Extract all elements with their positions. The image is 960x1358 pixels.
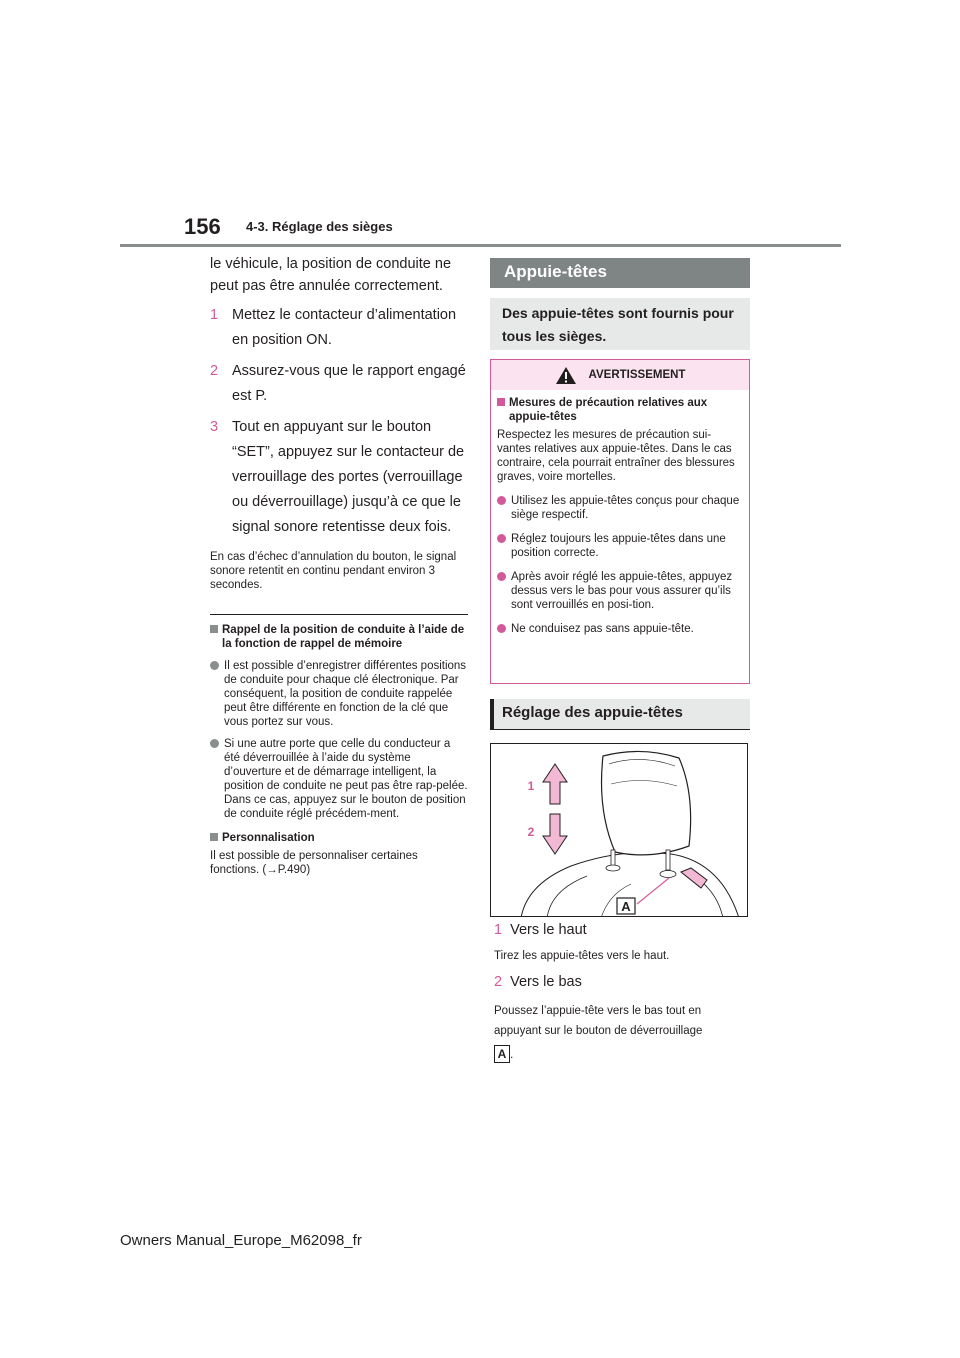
bullet-text: Après avoir réglé les appuie-têtes, appuyez dessus vers le bas pour vous assurer qu’ils sont verrouillés en posi-tion. (511, 571, 733, 611)
headrest-illustration (490, 743, 748, 917)
warning-bullet-2 (497, 532, 743, 560)
button-ref-suffix: . (510, 1047, 514, 1061)
caption-1-text: Tirez les appuie-têtes vers le haut. (494, 950, 670, 962)
step-number: 2 (210, 363, 219, 379)
step-2 (210, 359, 468, 409)
button-reference (494, 1045, 748, 1063)
step-text: Tout en appuyant sur le bouton “SET”, appuyez sur le contacteur de verrouillage des portes (verrouillage ou déverrouillage) jusqu’à ce que le signal sonore retentisse deux fois. (232, 419, 465, 535)
intro-text: le véhicule, la position de conduite ne peut pas être annulée correctement. (210, 256, 452, 294)
figure-label-1: 1 (527, 779, 535, 793)
square-bullet-icon (210, 833, 218, 841)
bullet-text: Utilisez les appuie-têtes conçus pour chaque siège respectif. (511, 495, 740, 521)
warning-bullet-4 (497, 622, 743, 636)
page-number: 156 (184, 214, 221, 239)
adjust-title-bar: Réglage des appuie-têtes (490, 699, 750, 729)
custom-text: Il est possible de personnaliser certaines fonctions. (→P.490) (210, 850, 418, 876)
step-text: Mettez le contacteur d’alimentation en position ON. (232, 307, 457, 348)
round-bullet-icon (210, 661, 219, 670)
figure-captions (494, 921, 748, 1063)
warning-heading-text: Mesures de précaution relatives aux appuie-têtes (509, 397, 708, 423)
caption-number: 1 (494, 922, 503, 938)
headrest-drawing (491, 744, 748, 917)
section-title: 4-3. Réglage des sièges (246, 219, 393, 234)
title-bar-underline (490, 729, 750, 730)
warning-bullet-1 (497, 494, 743, 522)
recall-bullet-2 (210, 737, 468, 821)
round-bullet-icon (497, 496, 506, 505)
warning-heading (497, 396, 743, 424)
step-number: 1 (210, 307, 219, 323)
round-bullet-icon (497, 624, 506, 633)
recall-bullet-1 (210, 659, 468, 729)
warning-bullet-3 (497, 570, 743, 612)
caption-title-text: Vers le haut (510, 922, 587, 938)
square-bullet-icon (210, 625, 218, 633)
warning-body (491, 390, 749, 636)
step-text: Assurez-vous que le rapport engagé est P. (232, 363, 466, 404)
figure-label-2: 2 (527, 825, 535, 839)
recall-heading (210, 623, 468, 651)
caption-2-title (494, 973, 748, 991)
section-divider (210, 614, 468, 615)
footer-text: Owners Manual_Europe_M62098_fr (120, 1232, 362, 1249)
left-column (210, 253, 468, 877)
square-bullet-icon (497, 398, 505, 406)
bullet-text: Ne conduisez pas sans appuie-tête. (511, 623, 694, 635)
step-3 (210, 415, 468, 540)
warning-box (490, 359, 750, 684)
bullet-text: Réglez toujours les appuie-têtes dans une position correcte. (511, 533, 726, 559)
lead-box: Des appuie-têtes sont fournis pour tous les sièges. (490, 298, 750, 350)
caption-title-text: Vers le bas (510, 974, 582, 990)
custom-heading-text: Personnalisation (222, 832, 315, 844)
title-bar-marker (490, 699, 494, 729)
caption-1-title (494, 921, 748, 939)
note-text: En cas d’échec d’annulation du bouton, le signal sonore retentit en continu pendant environ 3 secondes. (210, 551, 457, 591)
warning-text: Respectez les mesures de précaution sui-vantes relatives aux appuie-têtes. Dans le cas contraire, cela pourrait entraîner des blessures graves, voire mortelles. (497, 429, 735, 483)
step-1 (210, 303, 468, 353)
custom-heading (210, 831, 468, 845)
warning-triangle-icon (555, 366, 577, 385)
caption-number: 2 (494, 974, 503, 990)
step-number: 3 (210, 419, 219, 435)
button-a-label: A (494, 1045, 510, 1063)
warning-label: AVERTISSEMENT (588, 369, 686, 381)
recall-heading-text: Rappel de la position de conduite à l’aide de la fonction de rappel de mémoire (222, 624, 465, 650)
header-divider (120, 244, 841, 247)
round-bullet-icon (497, 534, 506, 543)
round-bullet-icon (497, 572, 506, 581)
round-bullet-icon (210, 739, 219, 748)
warning-header (491, 360, 749, 390)
figure-label-a: A (621, 899, 631, 914)
caption-2-text: Poussez l’appuie-tête vers le bas tout en appuyant sur le bouton de déverrouillage (494, 1005, 703, 1037)
headrest-title-bar: Appuie-têtes (490, 258, 750, 288)
bullet-text: Si une autre porte que celle du conducteur a été déverrouillée à l’aide du système d’ouverture et de démarrage intelligent, la position de conduite ne peut pas être rap-pelée. Dans ce cas, appuyez sur le bouton de position de conduite réglé précédem-ment. (224, 738, 468, 820)
bullet-text: Il est possible d’enregistrer différentes positions de conduite pour chaque clé électronique. Par conséquent, la position de conduite rappelée peut être différente en fonction de la clé que vous portez sur vous. (224, 660, 467, 728)
